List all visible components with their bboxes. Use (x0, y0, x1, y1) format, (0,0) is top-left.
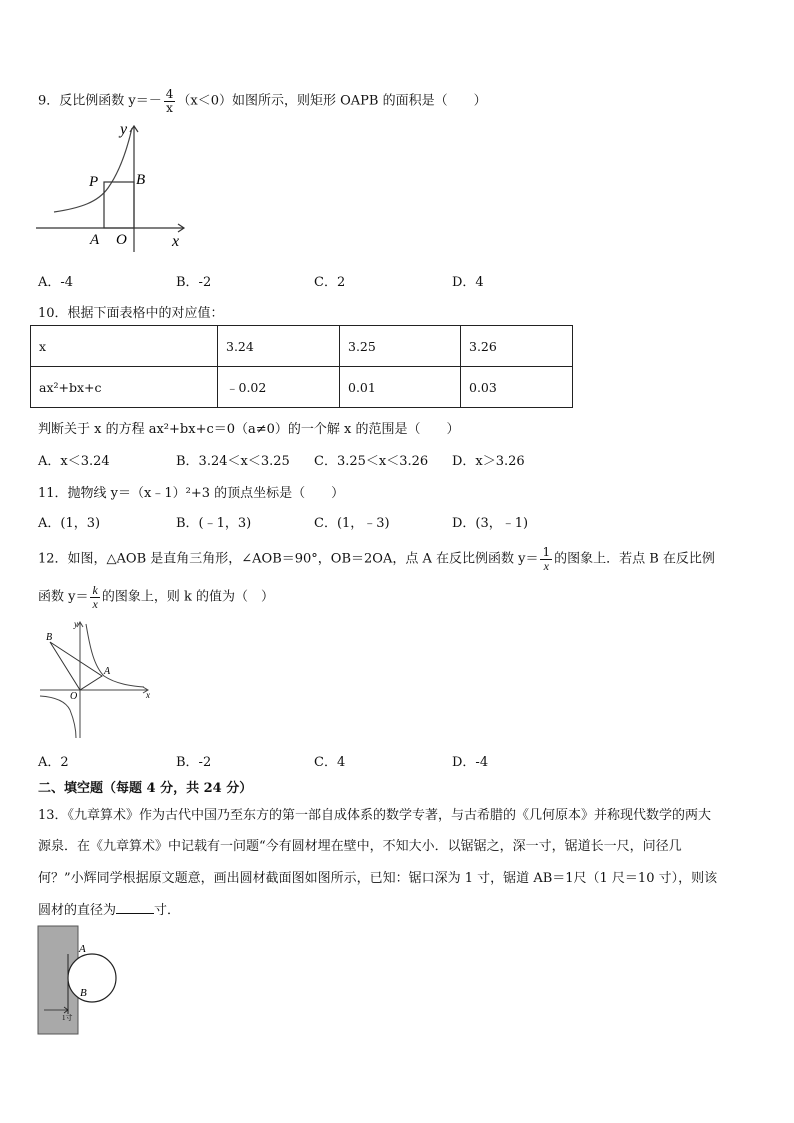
q12-graph (36, 618, 156, 740)
q9-option-b[interactable]: B．-2 (176, 275, 212, 290)
q12-label-y: y (74, 619, 78, 629)
q13-line4-a: 圆材的直径为 (38, 903, 117, 918)
q9-fraction (164, 88, 176, 114)
q10-option-c[interactable]: C．3.25＜x＜3.26 (314, 454, 429, 469)
q9-prefix: 9．反比例函数 y＝－ (38, 93, 162, 109)
q9-option-a[interactable]: A．-4 (38, 275, 74, 290)
table-row (31, 326, 573, 367)
q12-curve-q1 (86, 624, 144, 687)
q9-label-x: x (172, 233, 180, 250)
q12-option-a[interactable]: A．2 (38, 755, 69, 770)
q13-label-unit: 1寸 (62, 1014, 73, 1022)
answer-blank[interactable] (116, 913, 154, 914)
q10-option-b[interactable]: B．3.24＜x＜3.25 (176, 454, 290, 469)
q13-graph (36, 924, 120, 1038)
q11-option-d[interactable]: D．(3，﹣1) (452, 516, 529, 531)
q10-option-d[interactable]: D．x＞3.26 (452, 454, 525, 469)
q9-option-c[interactable]: C．2 (314, 275, 346, 290)
q12-frac1-num: 1 (542, 545, 551, 559)
q11-option-a[interactable]: A．(1，3) (38, 516, 101, 531)
q10-question: 判断关于 x 的方程 ax²+bx+c＝0（a≠0）的一个解 x 的范围是（ ） (38, 422, 460, 437)
q9-option-d[interactable]: D．4 (452, 275, 484, 290)
q13-line2: 源泉．在《九章算术》中记载有一问题“今有圆材埋在壁中，不知大小．以锯锯之，深一寸，锯道长一尺，问径几 (38, 839, 682, 854)
q9-label-b: B (136, 172, 146, 188)
q12-label-o: O (70, 691, 78, 702)
table-cell: ﹣0.02 (218, 367, 340, 408)
q12-option-d[interactable]: D．-4 (452, 755, 489, 770)
table-row (31, 367, 573, 408)
q12-line1-b: △AOB 是直角三角形，∠AOB＝90°，OB＝2OA，点 A 在反比例函数 y＝ (106, 551, 539, 567)
q10-value-table (30, 325, 573, 408)
q12-label-x: x (146, 690, 150, 700)
q9-label-p: P (89, 174, 99, 190)
table-cell: ax²+bx+c (31, 367, 218, 408)
q9-frac-num: 4 (165, 87, 174, 101)
q12-triangle (50, 642, 102, 690)
q12-line2 (38, 584, 274, 610)
q12-line2-b: 的图象上，则 k 的值为（ ） (101, 589, 274, 605)
q9-hyperbola (54, 128, 132, 212)
q10-option-a[interactable]: A．x＜3.24 (38, 454, 110, 469)
table-cell: 0.03 (461, 367, 573, 408)
q12-option-c[interactable]: C．4 (314, 755, 346, 770)
q12-line1 (38, 546, 715, 572)
q11-stem: 11．抛物线 y＝（x﹣1）²+3 的顶点坐标是（ ） (38, 486, 345, 501)
table-cell: 3.25 (340, 326, 461, 367)
table-cell: 0.01 (340, 367, 461, 408)
table-cell: 3.24 (218, 326, 340, 367)
q13-line1: 13．《九章算术》作为古代中国乃至东方的第一部自成体系的数学专著，与古希腊的《几何原本》并称现代数学的两大 (38, 808, 712, 823)
q9-rectangle (104, 182, 134, 228)
q11-option-c[interactable]: C．(1，﹣3) (314, 516, 390, 531)
q13-label-b: B (80, 987, 87, 999)
q12-curve-q3 (40, 696, 76, 738)
q12-frac2-den: x (92, 596, 98, 611)
q13-line4 (38, 899, 180, 918)
q9-graph (36, 118, 196, 252)
q9-label-a: A (90, 232, 100, 248)
q13-log-circle (68, 954, 116, 1002)
q12-frac2-num: k (92, 583, 98, 597)
q9-suffix: （x＜0）如图所示，则矩形 OAPB 的面积是（ ） (177, 93, 487, 109)
q12-label-a: A (104, 666, 111, 677)
q10-stem: 10．根据下面表格中的对应值： (38, 306, 224, 321)
q12-line1-c: 的图象上．若点 B 在反比例 (554, 551, 715, 567)
q12-label-b: B (46, 632, 53, 643)
q12-fraction-2 (90, 584, 99, 610)
q9-label-y: y (120, 121, 128, 138)
q13-line3: 何？”小辉同学根据原文题意，画出圆材截面图如图所示，已知：锯口深为 1 寸，锯道 AB＝1尺（1 尺＝10 寸），则该 (38, 871, 718, 886)
table-cell: x (31, 326, 218, 367)
q9-stem (38, 88, 487, 114)
q12-frac1-den: x (543, 558, 549, 573)
q12-line2-a: 函数 y＝ (38, 589, 89, 605)
q9-label-o: O (116, 232, 127, 248)
q13-label-a: A (79, 943, 86, 955)
q11-option-b[interactable]: B．(﹣1，3) (176, 516, 252, 531)
q13-line4-b: 寸． (154, 903, 181, 918)
table-cell: 3.26 (461, 326, 573, 367)
q9-frac-den: x (166, 100, 173, 115)
section-2-heading: 二、填空题（每题 4 分，共 24 分） (38, 781, 253, 796)
q12-fraction-1 (540, 546, 552, 572)
q12-option-b[interactable]: B．-2 (176, 755, 212, 770)
q12-line1-a: 12．如图， (38, 551, 107, 567)
